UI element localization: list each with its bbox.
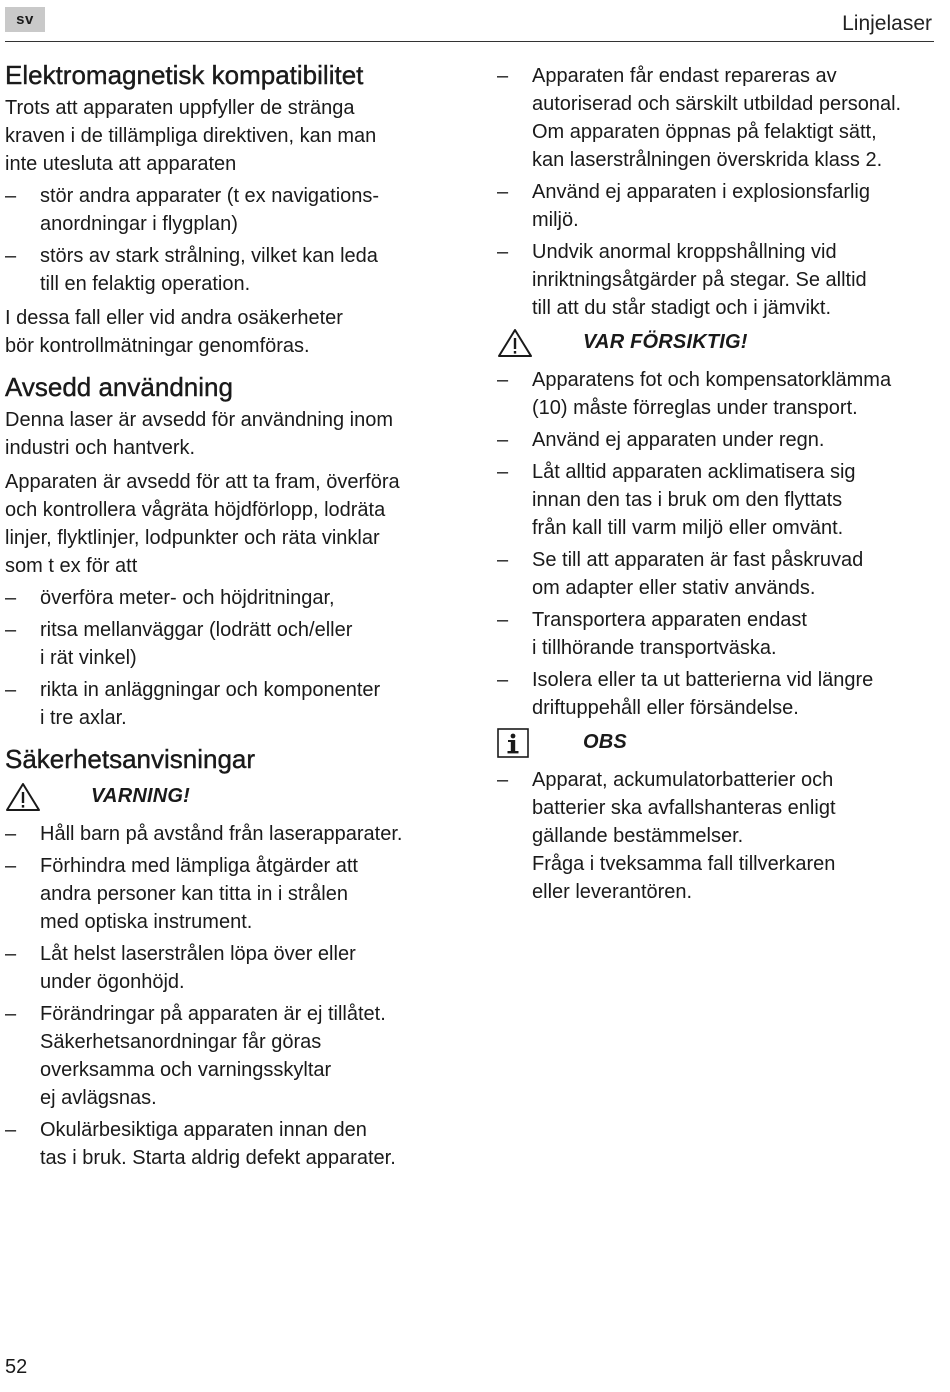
text-line: som t ex för att [5,555,138,577]
list-item-line: andra personer kan titta in i strålen [40,883,348,905]
caution-label: VAR FÖRSIKTIG! [583,331,748,353]
list-item-line: eller leverantören. [532,881,693,903]
obs-label: OBS [583,731,627,753]
list-item [5,820,455,848]
warning-label: VARNING! [91,785,191,807]
list-item [497,606,937,662]
list-item [497,546,937,602]
list-item-line: störs av stark strålning, vilket kan leda [40,245,378,267]
dash-bullet-icon: – [5,245,17,267]
dash-bullet-icon: – [497,181,509,203]
list-item [497,178,937,234]
text-line: linjer, flyktlinjer, lodpunkter och räta vinklar [5,527,380,549]
list-item-line: Apparatens fot och kompensatorklämma [532,369,892,391]
dash-bullet-icon: – [5,855,17,877]
list-item-line: Fråga i tveksamma fall tillverkaren [532,853,836,875]
dash-bullet-icon: – [497,461,509,483]
caution-list [497,366,937,722]
emc-outro [5,304,455,360]
dash-bullet-icon: – [497,241,509,263]
dash-bullet-icon: – [497,65,509,87]
text-line: bör kontrollmätningar genomföras. [5,335,310,357]
list-item [497,766,937,906]
header-rule [5,41,934,42]
list-item-line: rikta in anläggningar och komponenter [40,679,381,701]
dash-bullet-icon: – [497,549,509,571]
dash-bullet-icon: – [5,679,17,701]
right-column [497,58,937,906]
list-item-line: i tillhörande transportväska. [532,637,777,659]
list-item-line: miljö. [532,209,579,231]
dash-bullet-icon: – [497,769,509,791]
list-item [497,238,937,322]
list-item-line: till att du står stadigt och i jämvikt. [532,297,832,319]
list-item-line: gällande bestämmelser. [532,825,744,847]
list-item [497,62,937,174]
text-line: Apparaten är avsedd för att ta fram, överföra [5,471,400,493]
list-item-line: Transportera apparaten endast [532,609,807,631]
list-item-line: Apparaten får endast repareras av [532,65,837,87]
list-item [5,1116,455,1172]
list-item-line: innan den tas i bruk om den flyttats [532,489,843,511]
list-item-line: till en felaktig operation. [40,273,251,295]
list-item-line: med optiska instrument. [40,911,253,933]
text-line: inte utesluta att apparaten [5,153,237,175]
safety-list [5,820,455,1172]
list-item-line: stör andra apparater (t ex navigations- [40,185,380,207]
list-item [5,852,455,936]
list-item [5,940,455,996]
usage-list [5,584,455,732]
list-item-line: Apparat, ackumulatorbatterier och [532,769,834,791]
list-item-line: kan laserstrålningen överskrida klass 2. [532,149,883,171]
text-line: och kontrollera vågräta höjdförlopp, lodräta [5,499,386,521]
list-item-line: i rät vinkel) [40,647,137,669]
list-item-line: Isolera eller ta ut batterierna vid längre [532,669,874,691]
list-item [5,1000,455,1112]
dash-bullet-icon: – [5,185,17,207]
text-line: Denna laser är avsedd för användning inom [5,409,394,431]
list-item-line: Förändringar på apparaten är ej tillåtet. [40,1003,386,1025]
list-item-line: overksamma och varningsskyltar [40,1059,332,1081]
info-icon [497,728,529,763]
left-column [5,58,455,1172]
dash-bullet-icon: – [5,943,17,965]
dash-bullet-icon: – [5,587,17,609]
dash-bullet-icon: – [5,619,17,641]
list-item [497,366,937,422]
list-item [5,182,455,238]
list-item [497,458,937,542]
list-item [5,616,455,672]
obs-notice [497,728,937,762]
text-line: Trots att apparaten uppfyller de stränga [5,97,355,119]
list-item-line: Undvik anormal kroppshållning vid [532,241,837,263]
list-item-line: Säkerhetsanordningar får göras [40,1031,322,1053]
obs-list [497,766,937,906]
running-title: Linjelaser [842,12,932,35]
dash-bullet-icon: – [5,1003,17,1025]
list-item-line: ritsa mellanväggar (lodrätt och/eller [40,619,353,641]
list-item [497,666,937,722]
list-item-line: under ögonhöjd. [40,971,185,993]
dash-bullet-icon: – [497,429,509,451]
dash-bullet-icon: – [5,1119,17,1141]
page-number: 52 [5,1356,28,1378]
list-item-line: Låt alltid apparaten acklimatisera sig [532,461,856,483]
list-item-line: Okulärbesiktiga apparaten innan den [40,1119,367,1141]
list-item-line: driftuppehåll eller försändelse. [532,697,799,719]
dash-bullet-icon: – [497,609,509,631]
list-item [497,426,937,454]
text-line: industri och hantverk. [5,437,196,459]
text-line: I dessa fall eller vid andra osäkerheter [5,307,343,329]
list-item-line: autoriserad och särskilt utbildad personal. [532,93,902,115]
usage-paragraph-2 [5,468,455,580]
list-item-line: tas i bruk. Starta aldrig defekt apparater. [40,1147,396,1169]
safety-list-continued [497,62,937,322]
usage-paragraph-1 [5,406,455,462]
list-item-line: Förhindra med lämpliga åtgärder att [40,855,358,877]
dash-bullet-icon: – [497,369,509,391]
list-item-line: i tre axlar. [40,707,127,729]
list-item-line: Se till att apparaten är fast påskruvad [532,549,864,571]
safety-heading: Säkerhetsanvisningar [5,744,256,774]
warning-triangle-icon [5,782,41,817]
list-item-line: ej avlägsnas. [40,1087,157,1109]
caution-notice [497,328,937,362]
list-item-line: Om apparaten öppnas på felaktigt sätt, [532,121,877,143]
dash-bullet-icon: – [497,669,509,691]
usage-heading: Avsedd användning [5,372,233,402]
list-item-line: om adapter eller stativ används. [532,577,816,599]
list-item-line: Använd ej apparaten under regn. [532,429,825,451]
warning-triangle-icon [497,328,533,363]
text-line: kraven i de tillämpliga direktiven, kan man [5,125,377,147]
list-item-line: (10) måste förreglas under transport. [532,397,858,419]
warning-notice [5,782,455,816]
list-item [5,242,455,298]
list-item-line: Använd ej apparaten i explosionsfarlig [532,181,870,203]
language-badge: sv [5,7,45,32]
list-item-line: Håll barn på avstånd från laserapparater. [40,823,403,845]
emc-list [5,182,455,298]
list-item-line: Låt helst laserstrålen löpa över eller [40,943,356,965]
list-item [5,676,455,732]
dash-bullet-icon: – [5,823,17,845]
list-item-line: från kall till varm miljö eller omvänt. [532,517,844,539]
list-item-line: inriktningsåtgärder på stegar. Se alltid [532,269,867,291]
list-item-line: överföra meter- och höjdritningar, [40,587,335,609]
list-item-line: anordningar i flygplan) [40,213,238,235]
list-item [5,584,455,612]
list-item-line: batterier ska avfallshanteras enligt [532,797,836,819]
emc-heading: Elektromagnetisk kompatibilitet [5,60,364,90]
emc-intro [5,94,455,178]
